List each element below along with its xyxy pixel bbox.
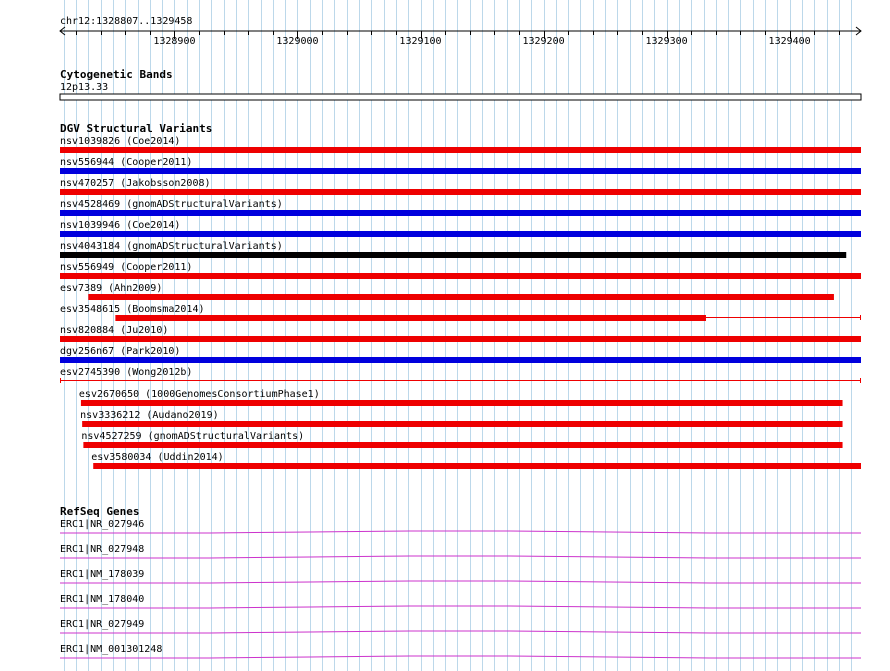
dgv-variant-label: nsv3336212 (Audano2019) — [80, 410, 219, 421]
dgv-variant-label: nsv1039946 (Coe2014) — [60, 220, 181, 231]
cytoband-bar[interactable] — [60, 94, 861, 100]
dgv-variant[interactable] — [60, 283, 834, 300]
dgv-variant-bar — [60, 252, 846, 258]
refseq-gene-label: ERC1|NM_178039 — [60, 569, 145, 580]
dgv-variant-label: nsv4528469 (gnomADStructuralVariants) — [60, 199, 283, 210]
ruler-tick-label: 1328900 — [153, 36, 196, 47]
ruler-tick-label: 1329200 — [522, 36, 565, 47]
dgv-variant-bar — [115, 315, 706, 321]
dgv-variant-label: esv2670650 (1000GenomesConsortiumPhase1) — [78, 389, 320, 400]
dgv-variant-label: esv7389 (Ahn2009) — [60, 283, 163, 294]
dgv-variant-bar — [60, 168, 861, 174]
dgv-variant-label: nsv820884 (Ju2010) — [60, 325, 169, 336]
background-grid — [65, 0, 852, 671]
ruler-tick-label: 1329300 — [645, 36, 688, 47]
dgv-variant-label: dgv256n67 (Park2010) — [60, 346, 181, 357]
dgv-variant[interactable] — [91, 452, 861, 469]
dgv-variant-label: nsv4527259 (gnomADStructuralVariants) — [81, 431, 305, 442]
dgv-variant-bar — [60, 336, 861, 342]
dgv-variant[interactable] — [79, 389, 843, 406]
dgv-variant-bar — [83, 442, 842, 448]
refseq-gene-label: ERC1|NR_027949 — [60, 619, 145, 630]
dgv-variant-label: esv3548615 (Boomsma2014) — [60, 304, 205, 315]
dgv-variant-label: nsv556949 (Cooper2011) — [60, 262, 193, 273]
dgv-variant-bar — [93, 463, 861, 469]
dgv-variant-bar — [60, 210, 861, 216]
refseq-track-title: RefSeq Genes — [60, 505, 140, 518]
ruler-tick-label: 1329000 — [276, 36, 319, 47]
refseq-gene-label: ERC1|NM_178040 — [60, 594, 145, 605]
region-label: chr12:1328807..1329458 — [60, 16, 193, 27]
dgv-variant-label: nsv4043184 (gnomADStructuralVariants) — [60, 241, 283, 252]
dgv-variant-bar — [60, 357, 861, 363]
dgv-variant-bar — [60, 273, 861, 279]
refseq-gene-label: ERC1|NR_027948 — [60, 544, 145, 555]
ruler-tick-label: 1329100 — [399, 36, 442, 47]
dgv-track-title: DGV Structural Variants — [60, 122, 213, 135]
cytoband-track-title: Cytogenetic Bands — [60, 68, 173, 81]
dgv-variant-bar — [88, 294, 834, 300]
dgv-variant-bar — [81, 400, 843, 406]
refseq-gene-label: ERC1|NR_027946 — [60, 519, 145, 530]
refseq-gene-label: ERC1|NM_001301248 — [60, 644, 163, 655]
dgv-variant-label: esv3580034 (Uddin2014) — [91, 452, 224, 463]
dgv-variant-bar — [82, 421, 842, 427]
dgv-variant-label: nsv470257 (Jakobsson2008) — [60, 178, 211, 189]
ruler-tick-label: 1329400 — [768, 36, 811, 47]
dgv-variant-label: esv2745390 (Wong2012b) — [60, 367, 193, 378]
dgv-variant-label: nsv556944 (Cooper2011) — [60, 157, 193, 168]
dgv-variant-bar — [60, 147, 861, 153]
cytoband-label: 12p13.33 — [60, 82, 109, 93]
dgv-variant-label: nsv1039826 (Coe2014) — [60, 136, 181, 147]
dgv-variant-bar — [60, 189, 861, 195]
dgv-variant-bar — [60, 231, 861, 237]
